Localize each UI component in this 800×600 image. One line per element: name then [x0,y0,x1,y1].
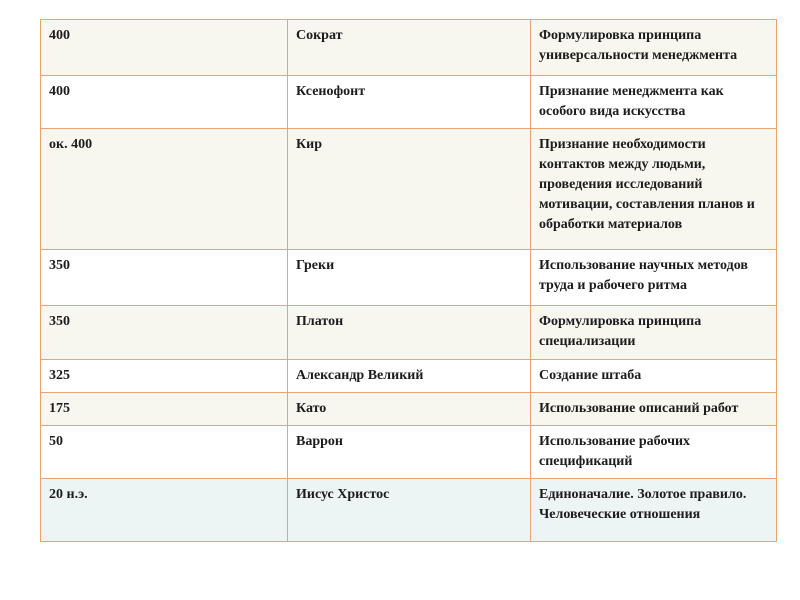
table-row [41,306,777,360]
management-history-table [40,19,777,542]
table-row [41,250,777,306]
date-cell: 50 [41,426,288,479]
person-cell: Платон [288,306,531,360]
contribution-cell: Признание менеджмента как особого вида искусства [531,76,777,129]
contribution-cell: Формулировка принципа специализации [531,306,777,360]
slide-canvas [40,19,776,542]
date-cell: 20 н.э. [41,479,288,542]
table-row [41,20,777,76]
table-row [41,360,777,393]
contribution-cell: Использование научных методов труда и рабочего ритма [531,250,777,306]
table-row [41,426,777,479]
person-cell: Иисус Христос [288,479,531,542]
table-row [41,393,777,426]
person-cell: Сократ [288,20,531,76]
table-row [41,76,777,129]
contribution-cell: Создание штаба [531,360,777,393]
contribution-cell: Формулировка принципа универсальности менеджмента [531,20,777,76]
contribution-cell: Признание необходимости контактов между людьми, проведения исследований мотивации, составления планов и обработки материалов [531,129,777,250]
person-cell: Ксенофонт [288,76,531,129]
date-cell: 400 [41,20,288,76]
date-cell: ок. 400 [41,129,288,250]
date-cell: 350 [41,250,288,306]
date-cell: 350 [41,306,288,360]
table-row [41,479,777,542]
person-cell: Като [288,393,531,426]
contribution-cell: Использование рабочих спецификаций [531,426,777,479]
date-cell: 400 [41,76,288,129]
person-cell: Варрон [288,426,531,479]
contribution-cell: Единоначалие. Золотое правило. Человеческие отношения [531,479,777,542]
contribution-cell: Использование описаний работ [531,393,777,426]
person-cell: Греки [288,250,531,306]
person-cell: Кир [288,129,531,250]
table-row [41,129,777,250]
person-cell: Александр Великий [288,360,531,393]
date-cell: 325 [41,360,288,393]
date-cell: 175 [41,393,288,426]
